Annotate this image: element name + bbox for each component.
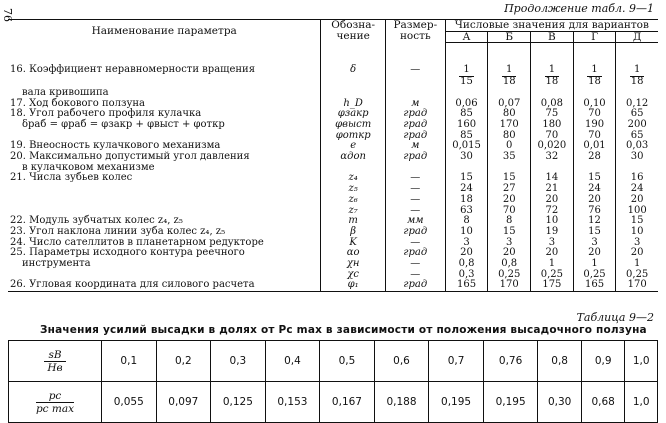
parameters-table-body <box>8 43 658 292</box>
param-value: 20 <box>445 248 488 259</box>
param-unit: мм <box>385 216 445 227</box>
table-cell: 0,097 <box>156 382 211 423</box>
param-value: 76 <box>573 206 616 217</box>
param-value: 65 <box>616 131 658 142</box>
param-value: 72 <box>531 206 574 217</box>
param-name: 16. Коэффициент неравномерности вращения <box>10 64 256 76</box>
param-value: 0,03 <box>616 141 658 152</box>
param-unit: град <box>385 120 445 131</box>
header-variant: В <box>531 31 574 43</box>
param-value: 0,01 <box>573 141 616 152</box>
param-value: $\frac{1}{15}$ <box>445 65 488 87</box>
header-variant: Д <box>616 31 658 43</box>
param-value: 12 <box>573 216 616 227</box>
param-value: 15 <box>573 173 616 184</box>
param-name: 18. Угол рабочего профиля кулачка <box>10 108 202 120</box>
header-variant: Б <box>488 31 531 43</box>
param-value: 14 <box>531 173 574 184</box>
param-value: 16 <box>616 173 658 184</box>
param-value: 0,020 <box>531 141 574 152</box>
param-value: 170 <box>488 120 531 131</box>
param-value: 160 <box>445 120 488 131</box>
param-value: 0,25 <box>573 270 616 281</box>
param-value: 0,06 <box>445 99 488 110</box>
param-value: 24 <box>573 184 616 195</box>
param-value: 0,25 <box>531 270 574 281</box>
param-unit: град <box>385 280 445 291</box>
table-row <box>8 280 658 291</box>
table-cell: 0,2 <box>156 341 211 382</box>
param-unit: м <box>385 99 445 110</box>
param-symbol: δ <box>321 65 386 87</box>
table-caption-2: Таблица 9—2 <box>576 311 654 324</box>
param-value: 10 <box>531 216 574 227</box>
param-unit: — <box>385 259 445 270</box>
table-cell: 0,5 <box>320 341 375 382</box>
param-value: 10 <box>445 227 488 238</box>
param-value: 20 <box>573 195 616 206</box>
param-value: 0,3 <box>445 270 488 281</box>
row-header-force: pc pc max <box>9 382 102 423</box>
param-value: 80 <box>488 109 531 120</box>
header-values: Числовые значения для вариантов <box>445 20 658 32</box>
param-value: 1 <box>531 259 574 270</box>
table-cell: 0,6 <box>374 341 429 382</box>
param-name: 22. Модуль зубчатых колес z₄, z₅ <box>10 215 183 227</box>
param-unit: — <box>385 195 445 206</box>
param-value: 20 <box>488 195 531 206</box>
param-symbol: χн <box>321 259 386 270</box>
param-symbol: φ₁ <box>321 280 386 291</box>
param-value: 1 <box>573 259 616 270</box>
param-value: 20 <box>616 248 658 259</box>
param-unit <box>385 88 445 99</box>
param-value: 0,015 <box>445 141 488 152</box>
table-cell: 0,68 <box>581 382 625 423</box>
header-symbol: Обозна- чение <box>321 20 386 43</box>
table-cell: 0,3 <box>211 341 266 382</box>
param-unit: град <box>385 227 445 238</box>
param-unit: град <box>385 109 445 120</box>
table-row <box>8 88 658 99</box>
param-value: 8 <box>488 216 531 227</box>
table-cell: 0,055 <box>102 382 157 423</box>
forces-table <box>8 340 658 423</box>
param-value: 3 <box>531 238 574 249</box>
param-value <box>488 88 531 99</box>
param-value: 70 <box>573 131 616 142</box>
param-symbol: φоткр <box>321 131 386 142</box>
param-unit: — <box>385 65 445 87</box>
param-value: 35 <box>488 152 531 163</box>
param-value <box>445 88 488 99</box>
param-symbol: φвыст <box>321 120 386 131</box>
param-name: 21. Числа зубьев колес <box>10 172 133 184</box>
param-value: 0,08 <box>531 99 574 110</box>
table-row <box>8 120 658 131</box>
table-cell: 0,195 <box>429 382 484 423</box>
param-symbol: z₅ <box>321 184 386 195</box>
param-value: 1 <box>616 259 658 270</box>
table-cell: 0,195 <box>483 382 538 423</box>
param-value: 170 <box>616 280 658 291</box>
param-value: 20 <box>488 248 531 259</box>
param-value: 24 <box>616 184 658 195</box>
param-name: 20. Максимально допустимый угол давления <box>10 151 250 163</box>
param-unit: м <box>385 141 445 152</box>
param-value: 15 <box>616 216 658 227</box>
param-name: 23. Угол наклона линии зуба колес z₄, z₅ <box>10 225 226 237</box>
param-value: 3 <box>488 238 531 249</box>
param-value: 70 <box>488 206 531 217</box>
param-value: 75 <box>531 109 574 120</box>
param-value: 200 <box>616 120 658 131</box>
param-symbol: z₄ <box>321 173 386 184</box>
param-value: 3 <box>573 238 616 249</box>
param-value: 21 <box>531 184 574 195</box>
param-unit: — <box>385 184 445 195</box>
param-symbol: e <box>321 141 386 152</box>
table-cell: 0,1 <box>102 341 157 382</box>
param-symbol: h_D <box>321 99 386 110</box>
param-value: $\frac{1}{18}$ <box>531 65 574 87</box>
table-cell: 0,153 <box>265 382 320 423</box>
param-value <box>573 88 616 99</box>
param-value: 10 <box>616 227 658 238</box>
param-name: δраб = φраб = φзакр + φвыст + φоткр <box>22 118 225 130</box>
table-cell: 0,4 <box>265 341 320 382</box>
param-value: 85 <box>445 109 488 120</box>
param-value: $\frac{1}{18}$ <box>573 65 616 87</box>
param-name: 17. Ход бокового ползуна <box>10 97 145 109</box>
param-symbol: β <box>321 227 386 238</box>
param-value: 0,25 <box>616 270 658 281</box>
param-value: 15 <box>488 173 531 184</box>
param-value: 175 <box>531 280 574 291</box>
param-unit: — <box>385 173 445 184</box>
param-unit: град <box>385 248 445 259</box>
param-symbol: χc <box>321 270 386 281</box>
param-value: 63 <box>445 206 488 217</box>
param-symbol: K <box>321 238 386 249</box>
param-value: 190 <box>573 120 616 131</box>
param-name: вала кривошипа <box>22 86 109 98</box>
table-cell: 0,125 <box>211 382 266 423</box>
table-cell: 0,9 <box>581 341 625 382</box>
table-row <box>9 382 658 423</box>
param-value: 15 <box>573 227 616 238</box>
param-value: 165 <box>573 280 616 291</box>
param-name: в кулачковом механизме <box>22 161 155 173</box>
table-row <box>9 341 658 382</box>
param-value: 30 <box>616 152 658 163</box>
param-value: 30 <box>445 152 488 163</box>
table-caption-continued: Продолжение табл. 9—1 <box>504 2 654 15</box>
param-symbol: φзакр <box>321 109 386 120</box>
param-value: 170 <box>488 280 531 291</box>
param-value: 15 <box>445 173 488 184</box>
param-value: 20 <box>616 195 658 206</box>
param-symbol: z₇ <box>321 206 386 217</box>
param-value: 0,8 <box>445 259 488 270</box>
header-name: Наименование параметра <box>8 20 321 43</box>
page-number: 76 <box>1 8 14 22</box>
table-cell: 0,8 <box>538 341 582 382</box>
table2-title: Значения усилий высадки в долях от Pc max в зависимости от положения высадочного ползуна <box>40 324 647 336</box>
table-row <box>8 65 658 87</box>
param-unit: — <box>385 270 445 281</box>
param-value: 20 <box>531 195 574 206</box>
param-value: $\frac{1}{18}$ <box>616 65 658 87</box>
table-cell: 0,188 <box>374 382 429 423</box>
param-value: 15 <box>488 227 531 238</box>
param-name: 24. Число сателлитов в планетарном редукторе <box>10 236 264 248</box>
param-unit: град <box>385 131 445 142</box>
param-value: 0,10 <box>573 99 616 110</box>
param-value: 32 <box>531 152 574 163</box>
table-cell: 0,30 <box>538 382 582 423</box>
param-value: 0 <box>488 141 531 152</box>
param-unit: град <box>385 152 445 163</box>
table-cell: 0,167 <box>320 382 375 423</box>
param-symbol: αдоп <box>321 152 386 163</box>
param-value: 8 <box>445 216 488 227</box>
table-cell: 0,76 <box>483 341 538 382</box>
param-value: 85 <box>445 131 488 142</box>
param-value: 0,8 <box>488 259 531 270</box>
param-value <box>616 88 658 99</box>
param-symbol: z₆ <box>321 195 386 206</box>
table-cell: 1,0 <box>625 382 658 423</box>
param-name: 19. Внеосность кулачкового механизма <box>10 140 221 152</box>
param-value: 27 <box>488 184 531 195</box>
param-value: 19 <box>531 227 574 238</box>
param-value <box>531 88 574 99</box>
param-name <box>8 184 321 195</box>
param-value: 165 <box>445 280 488 291</box>
param-symbol: m <box>321 216 386 227</box>
param-unit: — <box>385 238 445 249</box>
param-value: 70 <box>531 131 574 142</box>
table-cell: 0,7 <box>429 341 484 382</box>
parameters-table <box>8 19 658 292</box>
param-value: $\frac{1}{18}$ <box>488 65 531 87</box>
param-value: 70 <box>573 109 616 120</box>
table-row <box>8 248 658 259</box>
param-value: 0,25 <box>488 270 531 281</box>
param-name: инструмента <box>22 258 91 270</box>
param-value: 3 <box>445 238 488 249</box>
param-value: 180 <box>531 120 574 131</box>
param-unit: — <box>385 206 445 217</box>
param-value: 100 <box>616 206 658 217</box>
param-value: 65 <box>616 109 658 120</box>
param-value: 0,07 <box>488 99 531 110</box>
param-name <box>8 195 321 206</box>
param-name: 25. Параметры исходного контура реечного <box>10 247 245 259</box>
table-row <box>8 184 658 195</box>
param-value: 18 <box>445 195 488 206</box>
param-value: 3 <box>616 238 658 249</box>
param-value: 24 <box>445 184 488 195</box>
row-header-position: sB Hв <box>9 341 102 382</box>
table-row <box>8 173 658 184</box>
header-variant: А <box>445 31 488 43</box>
table-row <box>8 195 658 206</box>
header-variant: Г <box>573 31 616 43</box>
param-value: 20 <box>531 248 574 259</box>
param-value: 80 <box>488 131 531 142</box>
param-name: 26. Угловая координата для силового расчета <box>8 280 321 291</box>
param-value: 0,12 <box>616 99 658 110</box>
param-value: 28 <box>573 152 616 163</box>
param-symbol <box>321 88 386 99</box>
table-cell: 1,0 <box>625 341 658 382</box>
param-value: 20 <box>573 248 616 259</box>
param-symbol: αo <box>321 248 386 259</box>
header-unit: Размер- ность <box>385 20 445 43</box>
